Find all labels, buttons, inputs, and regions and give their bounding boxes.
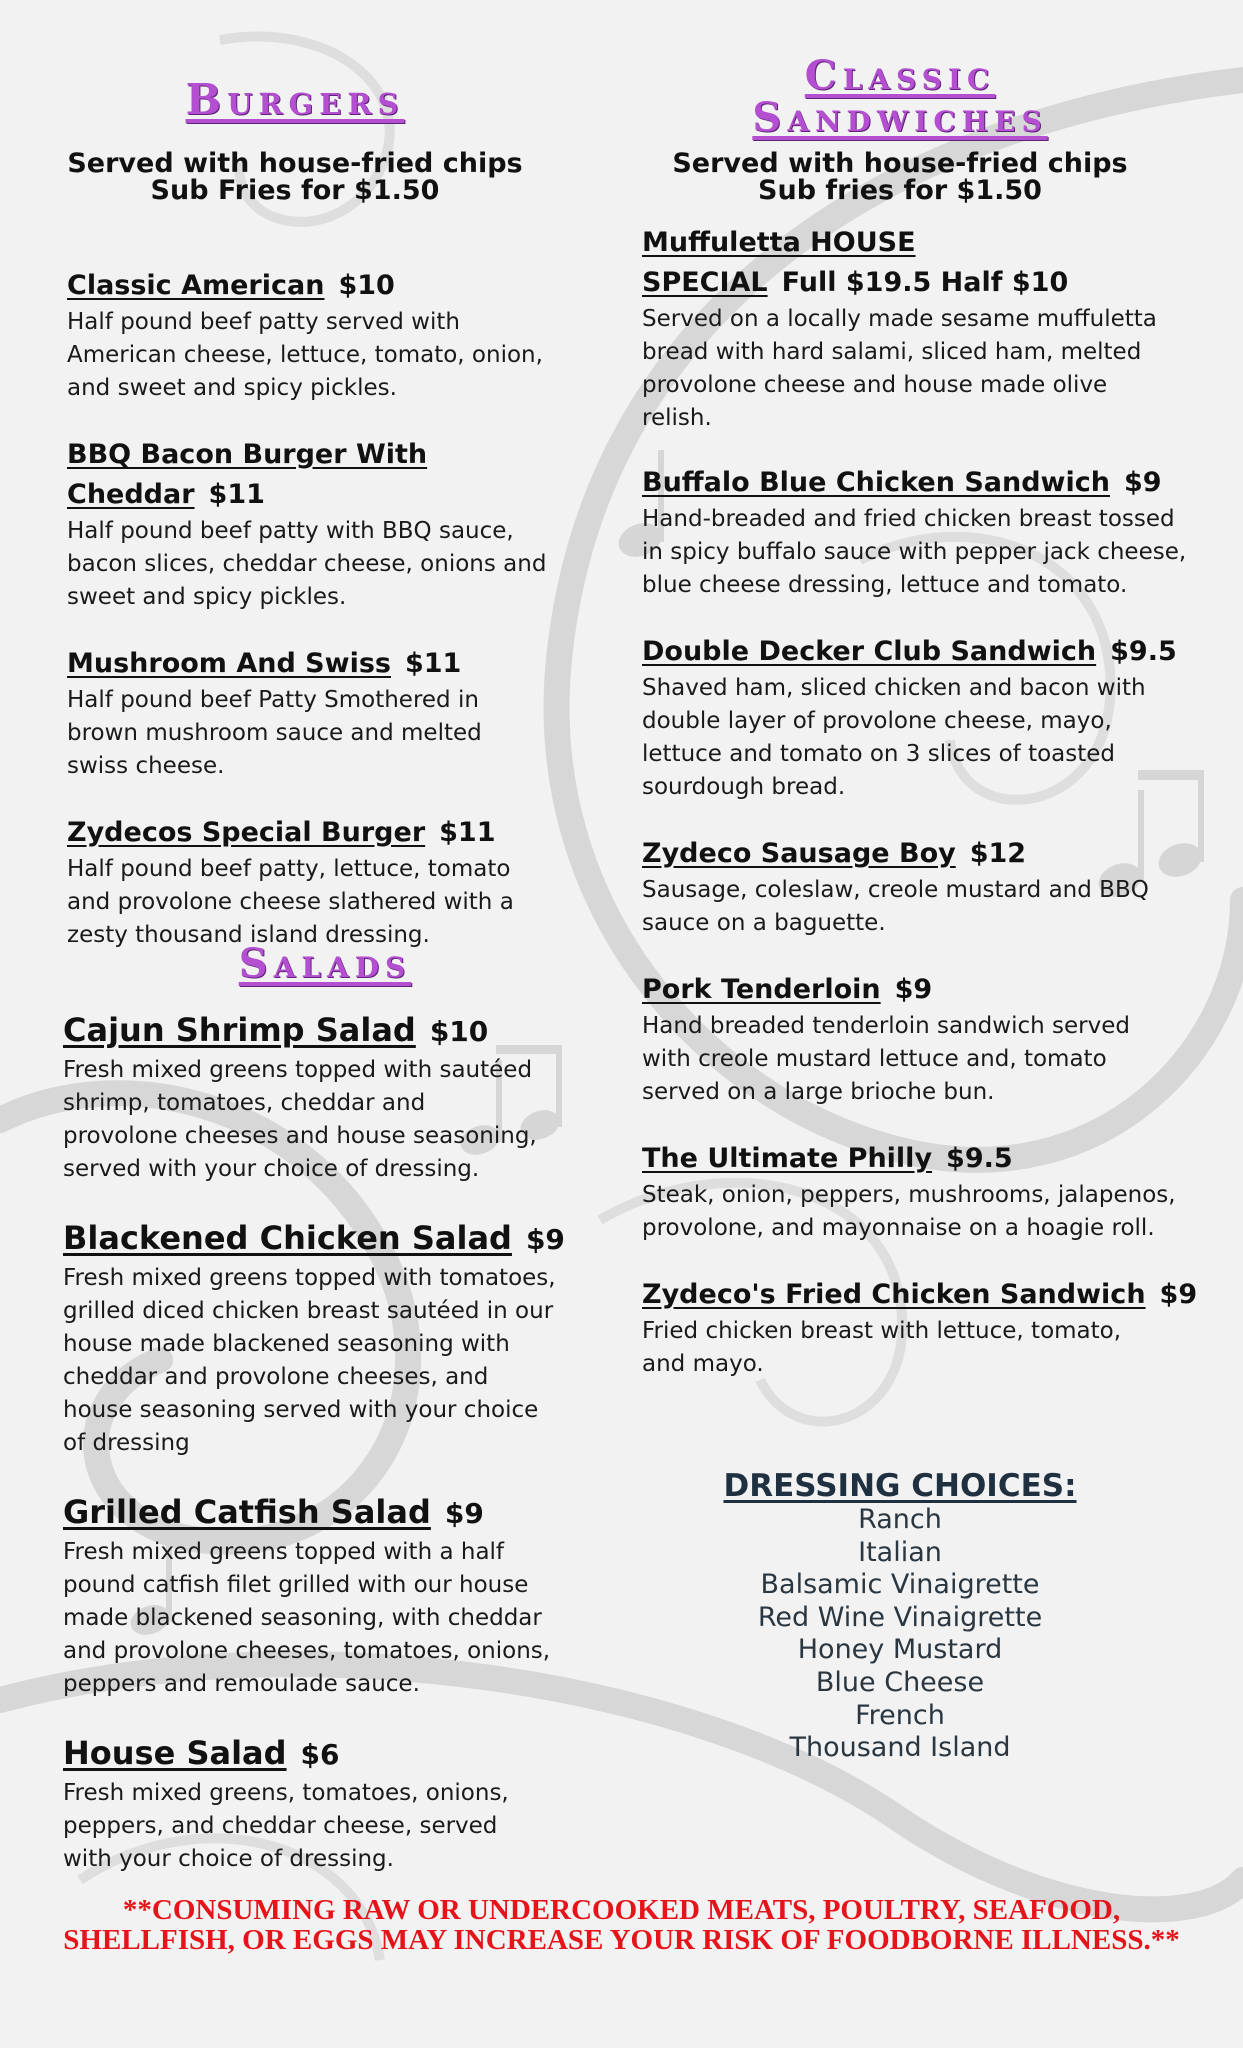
item-description: Half pound beef patty with BBQ sauce, bacon slices, cheddar cheese, onions and sweet and spicy pickles. xyxy=(67,518,547,610)
burgers-list xyxy=(67,266,567,982)
salads-list xyxy=(63,1008,573,1906)
dressing-item: Balsamic Vinaigrette xyxy=(760,1569,1040,1601)
item-price: $9.5 xyxy=(946,1143,1013,1174)
menu-item xyxy=(67,813,567,952)
item-name: Classic American xyxy=(67,270,325,301)
item-name: Zydeco Sausage Boy xyxy=(642,838,956,869)
dressing-item: Italian xyxy=(858,1536,942,1568)
item-name: Double Decker Club Sandwich xyxy=(642,636,1097,667)
item-name: Mushroom And Swiss xyxy=(67,648,391,679)
item-description: Fresh mixed greens topped with a half pound catfish filet grilled with our house made blackened seasoning, with cheddar and provolone cheeses, tomatoes, onions, peppers and remoulade sauce. xyxy=(63,1539,551,1697)
item-description: Fresh mixed greens topped with tomatoes, grilled diced chicken breast sautéed in our house made blackened seasoning with cheddar and provolone cheeses, and house seasoning served with your choice of dressing xyxy=(63,1265,556,1456)
item-name: Muffuletta HOUSE SPECIAL xyxy=(642,227,916,298)
salads-section-title-wrap xyxy=(160,940,490,987)
menu-item xyxy=(63,1490,573,1701)
dressing-item: Red Wine Vinaigrette xyxy=(757,1601,1043,1633)
sandwiches-subtitle-line1: Served with house-fried chips xyxy=(672,148,1128,179)
item-name: Cajun Shrimp Salad xyxy=(63,1011,416,1049)
sandwiches-title-line2: Sandwiches xyxy=(752,94,1048,141)
menu-item xyxy=(63,1731,573,1876)
item-price: $11 xyxy=(208,479,265,510)
menu-item xyxy=(642,834,1202,940)
menu-item xyxy=(67,266,567,405)
item-description: Fried chicken breast with lettuce, tomato, and mayo. xyxy=(642,1318,1122,1377)
menu-item xyxy=(642,223,1202,435)
item-name: BBQ Bacon Burger With Cheddar xyxy=(67,439,428,510)
burgers-subtitle xyxy=(60,150,530,204)
sandwiches-title-line1: Classic xyxy=(804,52,996,99)
item-description: Hand-breaded and fried chicken breast tossed in spicy buffalo sauce with pepper jack cheese, blue cheese dressing, lettuce and tomato. xyxy=(642,506,1187,598)
burgers-title: Burgers xyxy=(185,75,405,124)
item-name: House Salad xyxy=(63,1734,287,1772)
item-price: $9.5 xyxy=(1110,636,1177,667)
burgers-subtitle-line2: Sub Fries for $1.50 xyxy=(150,175,440,206)
sandwiches-list xyxy=(642,223,1202,1411)
burgers-section-title-wrap xyxy=(110,75,480,124)
item-description: Sausage, coleslaw, creole mustard and BBQ sauce on a baguette. xyxy=(642,877,1149,936)
dressing-item: Ranch xyxy=(858,1504,942,1535)
sandwiches-subtitle-line2: Sub fries for $1.50 xyxy=(758,175,1042,206)
item-description: Half pound beef patty, lettuce, tomato and provolone cheese slathered with a zesty thousand island dressing. xyxy=(67,856,514,948)
item-name: Blackened Chicken Salad xyxy=(63,1219,512,1257)
dressing-item: Honey Mustard xyxy=(797,1634,1003,1666)
menu-item xyxy=(67,644,567,783)
item-description: Half pound beef patty served with American cheese, lettuce, tomato, onion, and sweet and spicy pickles. xyxy=(67,309,543,401)
dressing-item: French xyxy=(855,1699,945,1731)
item-price: $11 xyxy=(404,648,462,679)
item-description: Hand breaded tenderloin sandwich served with creole mustard lettuce and, tomato served on a large brioche bun. xyxy=(642,1013,1130,1105)
dressing-choices xyxy=(700,1468,1100,1765)
item-price: $9 xyxy=(1123,467,1162,498)
sandwiches-subtitle xyxy=(665,150,1135,204)
item-price: $10 xyxy=(429,1015,489,1048)
menu-item xyxy=(63,1216,573,1460)
item-description: Served on a locally made sesame muffuletta bread with hard salami, sliced ham, melted provolone cheese and house made olive relish. xyxy=(642,306,1157,431)
item-name: Zydecos Special Burger xyxy=(67,817,426,848)
food-safety-warning xyxy=(20,1895,1223,1955)
burgers-subtitle-line1: Served with house-fried chips xyxy=(67,148,523,179)
menu-item xyxy=(67,435,567,614)
dressing-item: Blue Cheese xyxy=(815,1666,985,1698)
menu-item xyxy=(642,1275,1202,1381)
item-description: Fresh mixed greens, tomatoes, onions, peppers, and cheddar cheese, served with your choice of dressing. xyxy=(63,1780,509,1872)
item-price: Full $19.5 Half $10 xyxy=(781,267,1069,298)
dressing-item: Thousand Island xyxy=(789,1732,1011,1764)
item-price: $9 xyxy=(444,1497,484,1530)
menu-item xyxy=(642,463,1202,602)
menu-item xyxy=(642,970,1202,1109)
item-name: Pork Tenderloin xyxy=(642,974,881,1005)
item-description: Half pound beef Patty Smothered in brown mushroom sauce and melted swiss cheese. xyxy=(67,687,482,779)
item-price: $10 xyxy=(338,270,395,301)
item-price: $9 xyxy=(894,974,933,1005)
item-name: Grilled Catfish Salad xyxy=(63,1493,431,1531)
item-name: The Ultimate Philly xyxy=(642,1143,933,1174)
warning-line2: SHELLFISH, OR EGGS MAY INCREASE YOUR RISK OF FOODBORNE ILLNESS.** xyxy=(63,1924,1180,1956)
warning-line1: **CONSUMING RAW OR UNDERCOOKED MEATS, POULTRY, SEAFOOD, xyxy=(122,1894,1121,1926)
item-description: Steak, onion, peppers, mushrooms, jalapenos, provolone, and mayonnaise on a hoagie roll. xyxy=(642,1182,1176,1241)
dressing-title: DRESSING CHOICES: xyxy=(723,1468,1077,1504)
menu-item xyxy=(63,1008,573,1186)
item-name: Zydeco's Fried Chicken Sandwich xyxy=(642,1279,1146,1310)
item-description: Shaved ham, sliced chicken and bacon with double layer of provolone cheese, mayo, lettuce and tomato on 3 slices of toasted sourdough bread. xyxy=(642,675,1146,800)
menu-item xyxy=(642,1139,1202,1245)
menu-item xyxy=(642,632,1202,804)
salads-title: Salads xyxy=(238,940,412,987)
item-name: Buffalo Blue Chicken Sandwich xyxy=(642,467,1110,498)
item-price: $6 xyxy=(300,1738,340,1771)
item-price: $12 xyxy=(969,838,1027,869)
item-price: $9 xyxy=(525,1223,565,1256)
item-description: Fresh mixed greens topped with sautéed shrimp, tomatoes, cheddar and provolone cheeses and house seasoning, served with your choice of dressing. xyxy=(63,1057,537,1182)
item-price: $9 xyxy=(1159,1279,1198,1310)
sandwiches-section-title-wrap xyxy=(670,52,1130,141)
item-price: $11 xyxy=(439,817,496,848)
